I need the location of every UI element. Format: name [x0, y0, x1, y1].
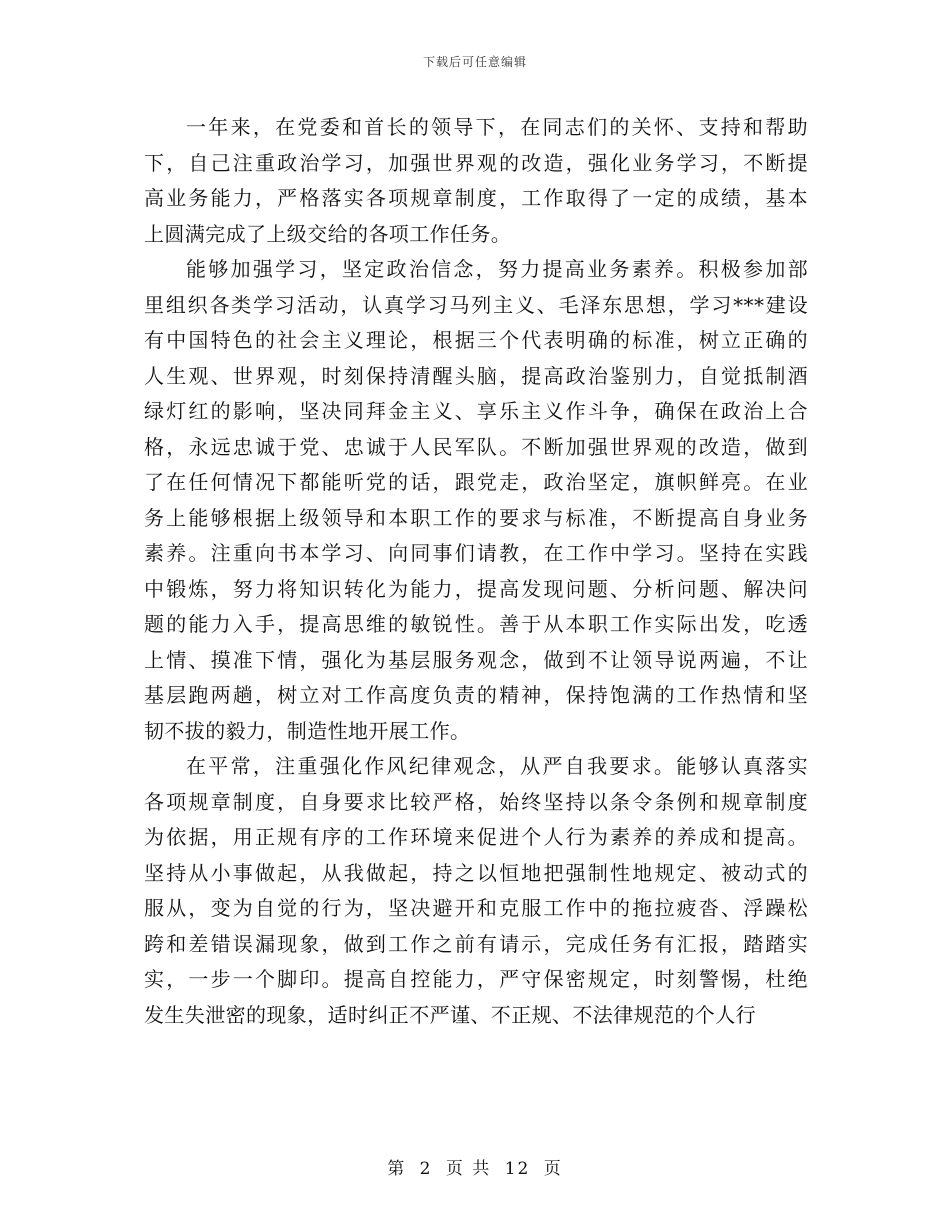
text-line: 务上能够根据上级领导和本职工作的要求与标准，不断提高自身业务: [144, 505, 808, 530]
text-line: 实，一步一个脚印。提高自控能力，严守保密规定，时刻警惕，杜绝: [144, 967, 808, 991]
footer-prefix: 第: [387, 1159, 407, 1179]
paragraph-3: [144, 749, 808, 1033]
text-line: 高业务能力，严格落实各项规章制度，工作取得了一定的成绩，基本: [144, 186, 808, 210]
text-line: 发生失泄密的现象，适时纠正不严谨、不正规、不法律规范的个人行: [144, 1002, 756, 1027]
text-line: 为依据，用正规有序的工作环境来促进个人行为素养的养成和提高。: [144, 825, 808, 849]
footer-suffix: 页: [543, 1159, 563, 1179]
text-line: 韧不拔的毅力，制造性地开展工作。: [144, 718, 471, 743]
text-line: 跨和差错误漏现象，做到工作之前有请示，完成任务有汇报，踏踏实: [144, 931, 808, 956]
text-line: 坚持从小事做起，从我做起，持之以恒地把强制性地规定、被动式的: [144, 860, 808, 885]
text-line: 服从，变为自觉的行为，坚决避开和克服工作中的拖拉疲沓、浮躁松: [144, 896, 808, 920]
page-footer: [0, 1154, 950, 1179]
text-line: 有中国特色的社会主义理论，根据三个代表明确的标准，树立正确的: [144, 328, 808, 352]
text-line: 格，永远忠诚于党、忠诚于人民军队。不断加强世界观的改造，做到: [144, 434, 808, 459]
text-line: 素养。注重向书本学习、向同事们请教，在工作中学习。坚持在实践: [144, 541, 808, 565]
current-page-number: 2: [419, 1159, 433, 1179]
total-pages-number: 12: [504, 1159, 531, 1179]
text-line: 各项规章制度，自身要求比较严格，始终坚持以条令条例和规章制度: [144, 789, 808, 814]
text-line: 能够加强学习，坚定政治信念，努力提高业务素养。积极参加部: [186, 257, 808, 281]
text-line: 题的能力入手，提高思维的敏锐性。善于从本职工作实际出发，吃透: [144, 612, 808, 636]
text-line: 了在任何情况下都能听党的话，跟党走，政治坚定，旗帜鲜亮。在业: [144, 470, 808, 494]
text-line: 里组织各类学习活动，认真学习马列主义、毛泽东思想，学习***建设: [144, 292, 808, 317]
text-line: 下，自己注重政治学习，加强世界观的改造，强化业务学习，不断提: [144, 150, 808, 175]
text-line: 一年来，在党委和首长的领导下，在同志们的关怀、支持和帮助: [186, 115, 808, 139]
text-line: 绿灯红的影响，坚决同拜金主义、享乐主义作斗争，确保在政治上合: [144, 399, 808, 423]
text-line: 基层跑两趟，树立对工作高度负责的精神，保持饱满的工作热情和坚: [144, 683, 808, 707]
footer-middle: 页 共: [445, 1159, 492, 1179]
document-body: [144, 110, 808, 1033]
page-header: 下载后可任意编辑: [422, 55, 527, 69]
paragraph-2: [144, 252, 808, 749]
text-line: 上情、摸准下情，强化为基层服务观念，做到不让领导说两遍，不让: [144, 647, 808, 672]
text-line: 中锻炼，努力将知识转化为能力，提高发现问题、分析问题、解决问: [144, 576, 808, 601]
text-line: 在平常，注重强化作风纪律观念，从严自我要求。能够认真落实: [186, 754, 808, 778]
paragraph-1: [144, 110, 808, 252]
text-line: 人生观、世界观，时刻保持清醒头脑，提高政治鉴别力，自觉抵制酒: [144, 363, 808, 388]
text-line: 上圆满完成了上级交给的各项工作任务。: [144, 221, 512, 246]
